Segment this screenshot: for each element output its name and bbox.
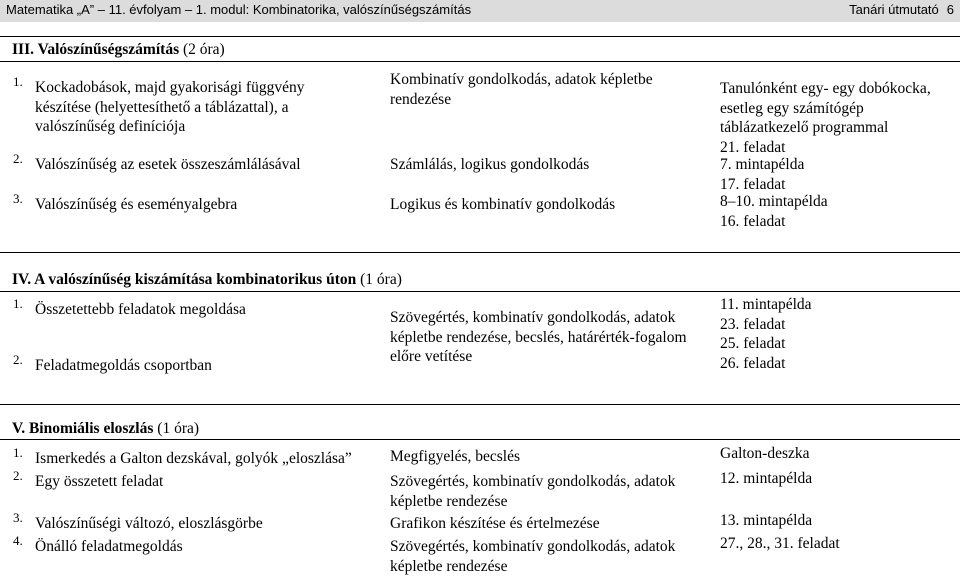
row-number: 1. <box>13 296 23 311</box>
row-number: 1. <box>13 445 23 460</box>
rule-line <box>0 61 960 62</box>
skills-text: képletbe rendezése, becslés, határérték-fogalom <box>390 328 687 346</box>
section-number: IV. <box>12 271 35 288</box>
skills-text: Számlálás, logikus gondolkodás <box>390 156 590 173</box>
topic-text: Kockadobások, majd gyakorisági függvény <box>35 79 305 96</box>
topic-text: Összetettebb feladatok megoldása <box>35 301 246 318</box>
skills-text: Szövegértés, kombinatív gondolkodás, adatok <box>390 538 676 555</box>
row-number: 2. <box>13 352 23 367</box>
running-header <box>0 0 960 22</box>
notes-text: Tanulónként egy- egy dobókocka, <box>720 80 931 97</box>
sec5-heading <box>12 419 199 438</box>
section-number: V. <box>12 420 29 437</box>
rule-line <box>0 252 960 253</box>
notes-text: Galton-deszka <box>720 445 810 462</box>
skills-text: Megfigyelés, becslés <box>390 448 520 465</box>
rule-line <box>0 404 960 405</box>
page-number: 6 <box>946 2 954 17</box>
row-number: 2. <box>13 151 23 166</box>
notes-text: 7. mintapélda <box>720 156 805 173</box>
row-number: 3. <box>13 510 23 525</box>
section-title: Binomiális eloszlás <box>28 420 158 437</box>
topic-text: Ismerkedés a Galton dezskával, golyók „eloszlása” <box>35 450 352 467</box>
sec4-heading <box>12 270 402 289</box>
notes-text: táblázatkezelő programmal <box>720 119 889 136</box>
topic-text: Feladatmegoldás csoportban <box>35 357 212 374</box>
sec3-heading <box>12 40 225 59</box>
topic-text: valószínűség definíciója <box>35 118 186 135</box>
topic-text: Valószínűség az esetek összeszámlálásával <box>35 156 301 173</box>
topic-text: Egy összetett feladat <box>35 473 164 490</box>
row-number: 4. <box>13 533 23 548</box>
notes-text: 8–10. mintapélda <box>720 193 828 210</box>
section-hours: (1 óra) <box>157 420 200 437</box>
row-number: 2. <box>13 468 23 483</box>
notes-text: 17. feladat <box>720 175 786 193</box>
section-number: III. <box>12 41 38 58</box>
skills-text: rendezése <box>390 90 452 108</box>
section-title: A valószínűség kiszámítása kombinatorikus úton <box>34 271 361 288</box>
rule-line <box>0 36 960 37</box>
notes-text: 21. feladat <box>720 138 786 156</box>
skills-text: képletbe rendezése <box>390 492 508 510</box>
notes-text: 23. feladat <box>720 315 786 333</box>
notes-text: 27., 28., 31. feladat <box>720 535 840 552</box>
section-hours: (2 óra) <box>182 41 225 58</box>
skills-text: előre vetítése <box>390 348 473 365</box>
topic-text: Valószínűség és eseményalgebra <box>35 196 238 213</box>
skills-text: Logikus és kombinatív gondolkodás <box>390 196 616 213</box>
header-right <box>841 2 954 17</box>
topic-text: Önálló feladatmegoldás <box>35 538 183 555</box>
rule-line <box>0 291 960 292</box>
skills-text: Szövegértés, kombinatív gondolkodás, adatok <box>390 309 676 326</box>
row-number: 1. <box>13 74 23 89</box>
notes-text: 11. mintapélda <box>720 296 812 313</box>
notes-text: 16. feladat <box>720 212 786 230</box>
skills-text: képletbe rendezése <box>390 557 508 575</box>
notes-text: esetleg egy számítógép <box>720 99 864 117</box>
skills-text: Kombinatív gondolkodás, adatok képletbe <box>390 71 653 88</box>
skills-text: Szövegértés, kombinatív gondolkodás, adatok <box>390 473 676 490</box>
notes-text: 13. mintapélda <box>720 512 813 529</box>
topic-text: Valószínűségi változó, eloszlásgörbe <box>35 515 263 532</box>
notes-text: 25. feladat <box>720 335 786 352</box>
header-title: Matematika „A” – 11. évfolyam – 1. modul: Kombinatorika, valószínűségszámítás <box>6 2 472 17</box>
section-hours: (1 óra) <box>360 271 402 288</box>
topic-text: készítése (helyettesíthető a táblázattal), a <box>35 98 289 116</box>
notes-text: 26. feladat <box>720 354 786 372</box>
notes-text: 12. mintapélda <box>720 470 813 487</box>
skills-text: Grafikon készítése és értelmezése <box>390 515 600 532</box>
section-title: Valószínűségszámítás <box>37 41 183 58</box>
rule-line <box>0 439 960 440</box>
header-guide: Tanári útmutató <box>849 2 939 17</box>
row-number: 3. <box>13 191 23 206</box>
